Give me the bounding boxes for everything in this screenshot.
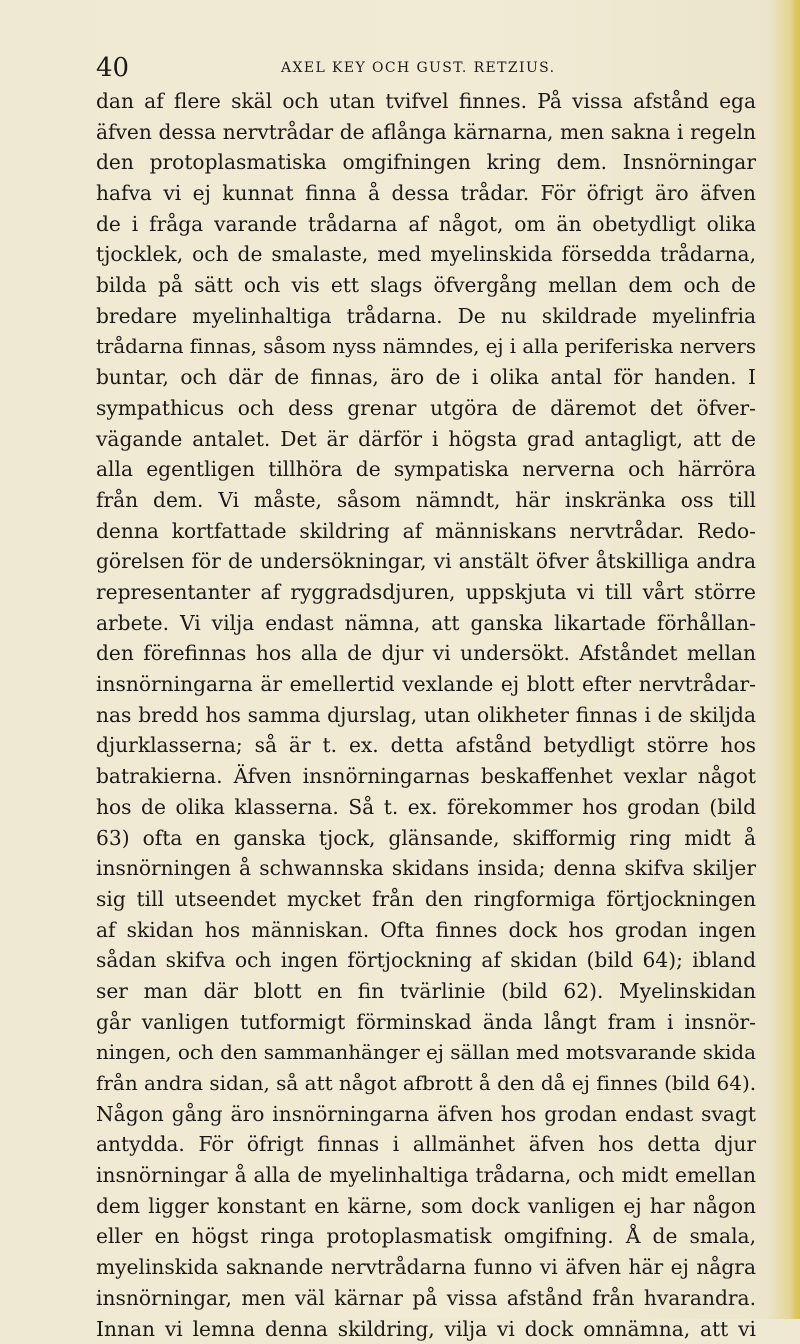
text-line: alla egentligen tillhöra de sympatiska nerverna och härröra: [96, 454, 756, 485]
text-line: Någon gång äro insnörningarna äfven hos grodan endast svagt: [96, 1099, 756, 1130]
text-line: från dem. Vi måste, såsom nämndt, här inskränka oss till: [96, 485, 756, 516]
text-line: dem ligger konstant en kärne, som dock vanligen ej har någon: [96, 1191, 756, 1222]
text-line: går vanligen tutformigt förminskad ända långt fram i insnör-: [96, 1007, 756, 1038]
text-line: den förefinnas hos alla de djur vi undersökt. Afståndet mellan: [96, 638, 756, 669]
page-edge-shadow: [790, 0, 800, 1319]
text-line: görelsen för de undersökningar, vi anstält öfver åtskilliga andra: [96, 546, 756, 577]
text-line: sympathicus och dess grenar utgöra de däremot det öfver-: [96, 393, 756, 424]
text-line: bilda på sätt och vis ett slags öfvergång mellan dem och de: [96, 270, 756, 301]
page-number: 40: [96, 54, 129, 82]
text-line: antydda. För öfrigt finnas i allmänhet äfven hos detta djur: [96, 1129, 756, 1160]
text-line: äfven dessa nervtrådar de aflånga kärnarna, men sakna i regeln: [96, 117, 756, 148]
text-line: Innan vi lemna denna skildring, vilja vi dock omnämna, att vi: [96, 1314, 756, 1344]
text-line: vägande antalet. Det är därför i högsta grad antagligt, att de: [96, 424, 756, 455]
text-line: insnörningarna är emellertid vexlande ej blott efter nervtrådar-: [96, 669, 756, 700]
text-line: myelinskida saknande nervtrådarna funno vi äfven här ej några: [96, 1252, 756, 1283]
text-line: hafva vi ej kunnat finna å dessa trådar. För öfrigt äro äfven: [96, 178, 756, 209]
text-line: dan af flere skäl och utan tvifvel finnes. På vissa afstånd ega: [96, 86, 756, 117]
text-line: sådan skifva och ingen förtjockning af skidan (bild 64); ibland: [96, 945, 756, 976]
text-line: ningen, och den sammanhänger ej sällan med motsvarande skida: [96, 1037, 756, 1068]
text-line: tjocklek, och de smalaste, med myelinskida försedda trådarna,: [96, 239, 756, 270]
text-line: buntar, och där de finnas, äro de i olika antal för handen. I: [96, 362, 756, 393]
text-line: af skidan hos människan. Ofta finnes dock hos grodan ingen: [96, 915, 756, 946]
text-line: ser man där blott en fin tvärlinie (bild 62). Myelinskidan: [96, 976, 756, 1007]
text-line: hos de olika klasserna. Så t. ex. förekommer hos grodan (bild: [96, 792, 756, 823]
text-line: de i fråga varande trådarna af något, om än obetydligt olika: [96, 209, 756, 240]
body-text: [96, 86, 756, 1344]
text-line: denna kortfattade skildring af människans nervtrådar. Redo-: [96, 516, 756, 547]
text-line: eller en högst ringa protoplasmatisk omgifning. Å de smala,: [96, 1221, 756, 1252]
text-line: nas bredd hos samma djurslag, utan olikheter finnas i de skiljda: [96, 700, 756, 731]
text-line: den protoplasmatiska omgifningen kring dem. Insnörningar: [96, 147, 756, 178]
text-line: trådarna finnas, såsom nyss nämndes, ej i alla periferiska nervers: [96, 332, 756, 363]
text-line: sig till utseendet mycket från den ringformiga förtjockningen: [96, 884, 756, 915]
text-line: insnörningar, men väl kärnar på vissa afstånd från hvarandra.: [96, 1283, 756, 1314]
text-line: insnörningen å schwannska skidans insida; denna skifva skiljer: [96, 853, 756, 884]
text-line: bredare myelinhaltiga trådarna. De nu skildrade myelinfria: [96, 301, 756, 332]
text-line: djurklasserna; så är t. ex. detta afstånd betydligt större hos: [96, 730, 756, 761]
page-header: [96, 54, 736, 82]
text-line: 63) ofta en ganska tjock, glänsande, skifformig ring midt å: [96, 823, 756, 854]
running-head: AXEL KEY OCH GUST. RETZIUS.: [281, 60, 556, 76]
text-line: batrakierna. Äfven insnörningarnas beskaffenhet vexlar något: [96, 761, 756, 792]
text-line: insnörningar å alla de myelinhaltiga trådarna, och midt emellan: [96, 1160, 756, 1191]
text-line: representanter af ryggradsdjuren, uppskjuta vi till vårt större: [96, 577, 756, 608]
text-line: arbete. Vi vilja endast nämna, att ganska likartade förhållan-: [96, 608, 756, 639]
text-line: från andra sidan, så att något afbrott å den då ej finnes (bild 64).: [96, 1068, 756, 1099]
